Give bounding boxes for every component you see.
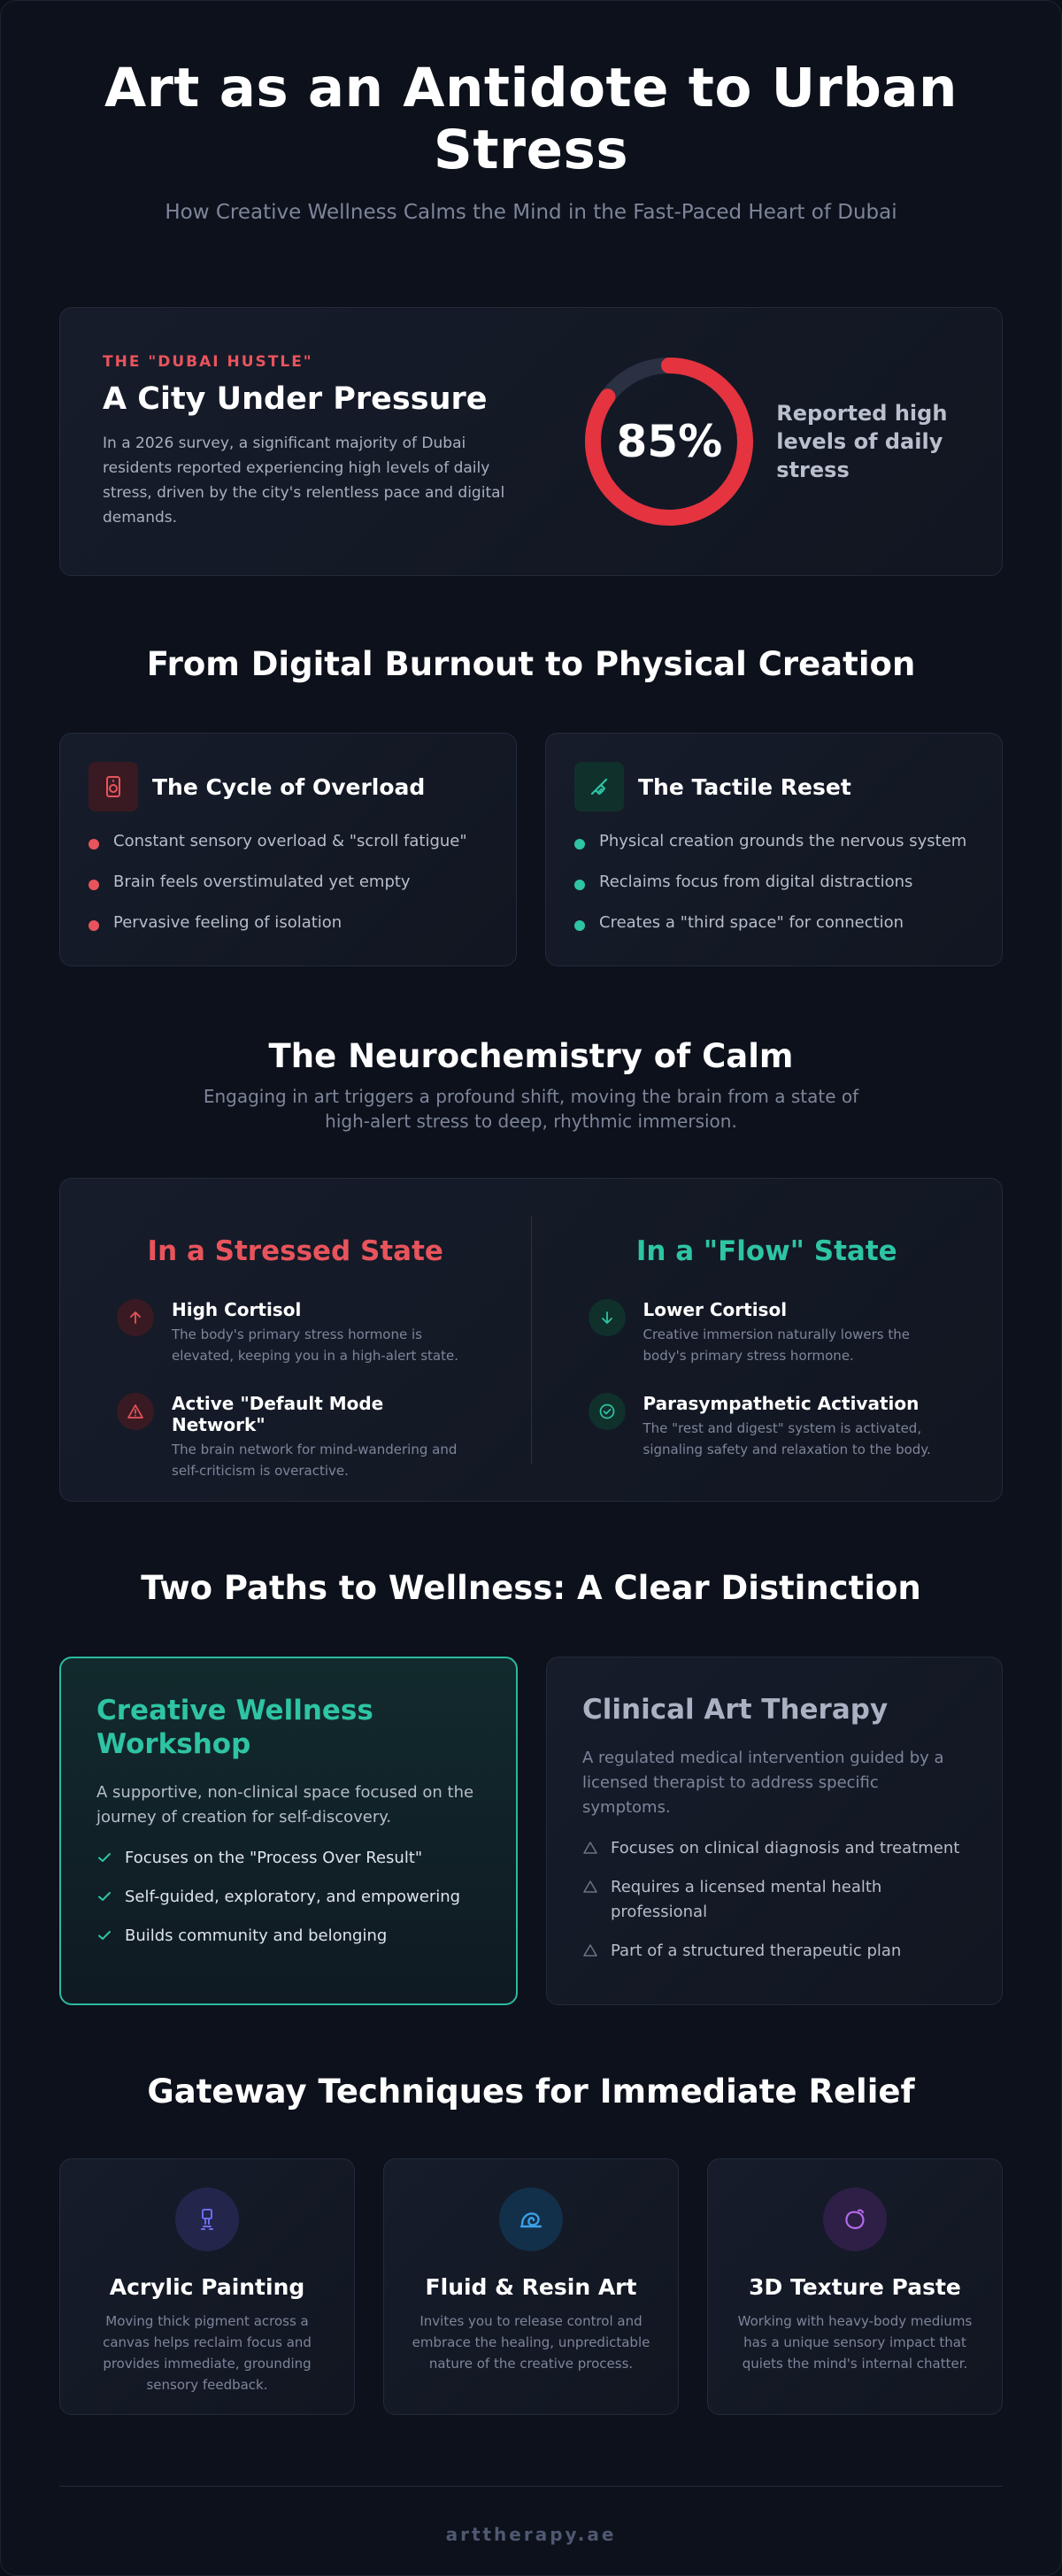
pressure-title: A City Under Pressure	[103, 381, 488, 417]
bullet-dot	[88, 880, 99, 890]
stressed-state-column	[60, 1216, 531, 1479]
state-item-text: The brain network for mind-wandering and self-criticism is overactive.	[172, 1442, 458, 1479]
list-item: Builds community and belonging	[96, 1924, 481, 1949]
neurochemistry-card	[59, 1178, 1003, 1502]
state-item-text: The "rest and digest" system is activated, signaling safety and relaxation to the body.	[643, 1420, 931, 1457]
pressure-eyebrow: THE "DUBAI HUSTLE"	[103, 353, 313, 371]
techniques-section-title: Gateway Techniques for Immediate Relief	[147, 2072, 915, 2111]
workshop-desc: A supportive, non-clinical space focused on the journey of creation for self-discovery.	[96, 1783, 474, 1826]
clinical-therapy-card	[546, 1657, 1003, 2005]
swirl-icon	[499, 2188, 563, 2251]
state-item-title: High Cortisol	[172, 1299, 302, 1320]
footer-divider	[59, 2486, 1003, 2487]
technique-title: Fluid & Resin Art	[425, 2274, 637, 2300]
flow-state-title: In a "Flow" State	[635, 1235, 897, 1267]
list-item: Self-guided, exploratory, and empowering	[96, 1885, 481, 1910]
list-item: Constant sensory overload & "scroll fatigue"	[88, 820, 488, 861]
state-item-title: Parasympathetic Activation	[643, 1393, 920, 1414]
stress-donut-chart	[582, 355, 753, 528]
page-title: Art as an Antidote to Urban Stress	[104, 57, 958, 181]
clinical-list	[582, 1836, 966, 1964]
paths-section-title: Two Paths to Wellness: A Clear Distinction	[141, 1569, 921, 1607]
tactile-reset-card	[545, 733, 1003, 966]
state-item-title: Active "Default Mode Network"	[172, 1393, 384, 1435]
paint-brush-icon	[175, 2188, 239, 2251]
technique-card-acrylic	[59, 2158, 355, 2415]
clinical-desc: A regulated medical intervention guided by a licensed therapist to address specific symptoms.	[582, 1749, 944, 1817]
triangle-icon	[582, 1942, 598, 1958]
technique-card-fluid-resin	[383, 2158, 679, 2415]
state-item-text: The body's primary stress hormone is elevated, keeping you in a high-alert state.	[172, 1326, 458, 1364]
check-icon	[96, 1888, 112, 1904]
arrow-up-icon	[117, 1299, 154, 1336]
list-item: Part of a structured therapeutic plan	[582, 1939, 966, 1964]
state-item-text: Creative immersion naturally lowers the body's primary stress hormone.	[643, 1326, 911, 1364]
phone-icon	[88, 762, 138, 811]
footer-domain: arttherapy.ae	[445, 2524, 617, 2545]
donut-label: Reported high levels of daily stress	[776, 401, 948, 482]
stressed-state-title: In a Stressed State	[147, 1235, 443, 1267]
list-item: Pervasive feeling of isolation	[88, 902, 488, 942]
triangle-icon	[582, 1879, 598, 1895]
bullet-dot	[574, 839, 585, 850]
arrow-down-icon	[589, 1299, 626, 1336]
technique-title: Acrylic Painting	[109, 2274, 305, 2300]
technique-text: Working with heavy-body mediums has a unique sensory impact that quiets the mind's internal chatter.	[737, 2313, 973, 2372]
flow-state-column	[532, 1216, 1003, 1464]
bullet-dot	[88, 920, 99, 931]
state-item	[589, 1393, 946, 1460]
bullet-dot	[574, 880, 585, 890]
overload-title: The Cycle of Overload	[152, 773, 426, 800]
neuro-section-title: The Neurochemistry of Calm	[268, 1037, 794, 1075]
overload-card	[59, 733, 517, 966]
state-item	[117, 1393, 474, 1481]
technique-text: Moving thick pigment across a canvas helps reclaim focus and provides immediate, grounding sensory feedback.	[103, 2313, 312, 2393]
bullet-dot	[88, 839, 99, 850]
workshop-card	[59, 1657, 518, 2005]
hero	[59, 1, 1003, 224]
list-item: Requires a licensed mental health professional	[582, 1875, 966, 1925]
state-item	[117, 1299, 474, 1366]
technique-text: Invites you to release control and embrace the healing, unpredictable nature of the creative process.	[412, 2313, 650, 2372]
clinical-title: Clinical Art Therapy	[582, 1694, 889, 1726]
tactile-reset-list	[574, 820, 974, 942]
list-item: Reclaims focus from digital distractions	[574, 861, 974, 902]
techniques-section	[59, 2158, 1003, 2415]
list-item: Physical creation grounds the nervous system	[574, 820, 974, 861]
list-item: Focuses on the "Process Over Result"	[96, 1846, 481, 1871]
neuro-section-subtitle: Engaging in art triggers a profound shift, moving the brain from a state of high-alert stress to deep, rhythmic immersion.	[203, 1086, 859, 1132]
burnout-section-title: From Digital Burnout to Physical Creation	[146, 645, 916, 683]
list-item: Creates a "third space" for connection	[574, 902, 974, 942]
city-pressure-card	[59, 307, 1003, 576]
page-subtitle: How Creative Wellness Calms the Mind in the Fast-Paced Heart of Dubai	[165, 201, 897, 224]
clay-icon	[823, 2188, 887, 2251]
warning-icon	[117, 1393, 154, 1430]
list-item: Brain feels overstimulated yet empty	[88, 861, 488, 902]
workshop-list	[96, 1846, 481, 1949]
state-item	[589, 1299, 946, 1366]
bullet-dot	[574, 920, 585, 931]
burnout-section	[59, 733, 1003, 966]
check-circle-icon	[589, 1393, 626, 1430]
paths-section	[59, 1657, 1003, 2005]
workshop-title: Creative Wellness Workshop	[96, 1695, 373, 1760]
check-icon	[96, 1927, 112, 1943]
paintbrush-icon	[574, 762, 624, 811]
state-item-title: Lower Cortisol	[643, 1299, 788, 1320]
list-item: Focuses on clinical diagnosis and treatment	[582, 1836, 966, 1861]
triangle-icon	[582, 1840, 598, 1856]
pressure-body: In a 2026 survey, a significant majority of Dubai residents reported experiencing high levels of daily stress, driven by the city's relentless pace and digital demands.	[103, 434, 505, 527]
donut-value: 85%	[616, 416, 723, 467]
technique-card-texture-paste	[707, 2158, 1003, 2415]
tactile-reset-title: The Tactile Reset	[638, 773, 851, 800]
technique-title: 3D Texture Paste	[749, 2274, 961, 2300]
check-icon	[96, 1849, 112, 1865]
overload-list	[88, 820, 488, 942]
